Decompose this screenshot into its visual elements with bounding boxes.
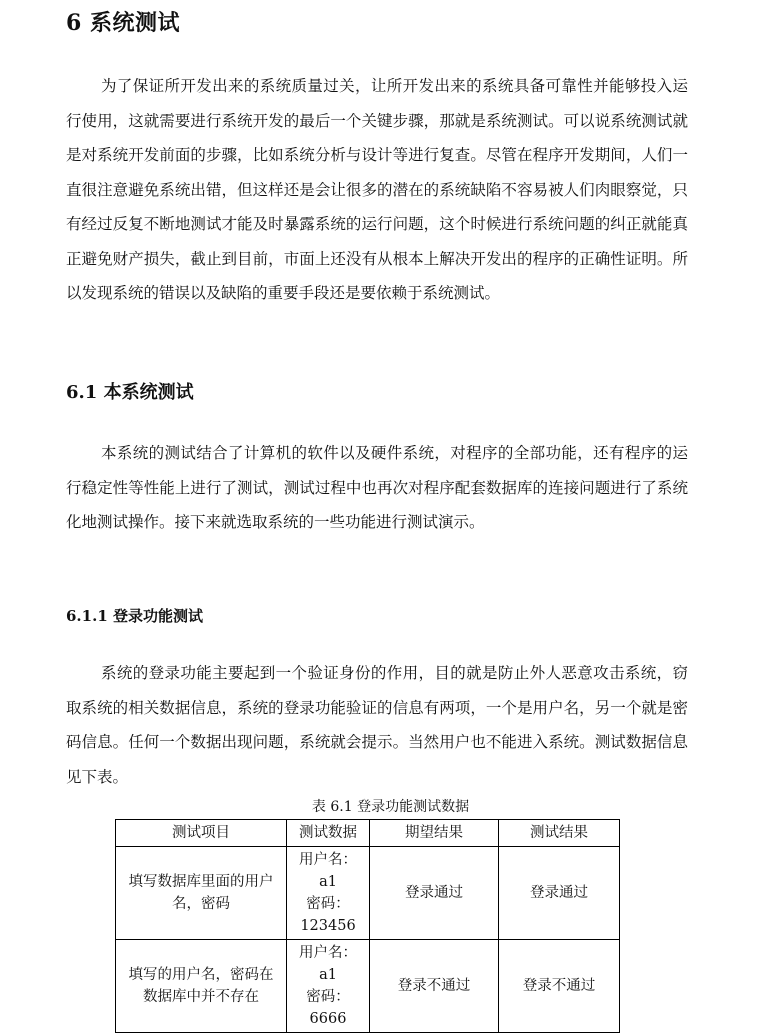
cell-password: 123456 bbox=[300, 918, 356, 934]
section-paragraph: 本系统的测试结合了计算机的软件以及硬件系统，对程序的全部功能，还有程序的运行稳定性等性能上进行了测试，测试过程中也再次对程序配套数据库的连接问题进行了系统化地测试操作。接下来就选取系统的一些功能进行测试演示。 bbox=[66, 444, 688, 531]
cell-test-item: 填写数据库里面的用户名，密码 bbox=[116, 847, 287, 940]
cell-actual-result: 登录通过 bbox=[499, 847, 620, 940]
table-caption: 表 6.1 登录功能测试数据 bbox=[311, 799, 470, 815]
cell-password-label: 密码： bbox=[306, 989, 350, 1005]
table-row bbox=[116, 940, 620, 1033]
chapter-title: 6 系统测试 bbox=[66, 10, 180, 36]
cell-password: 6666 bbox=[309, 1011, 347, 1027]
chapter-paragraph: 为了保证所开发出来的系统质量过关，让所开发出来的系统具备可靠性并能够投入运行使用，这就需要进行系统开发的最后一个关键步骤，那就是系统测试。可以说系统测试就是对系统开发前面的步骤，比如系统分析与设计等进行复查。尽管在程序开发期间，人们一直很注意避免系统出错，但这样还是会让很多的潜在的系统缺陷不容易被人们肉眼察觉，只有经过反复不断地测试才能及时暴露系统的运行问题，这个时候进行系统问题的纠正就能真正避免财产损失，截止到目前，市面上还没有从根本上解决开发出的程序的正确性证明。所以发现系统的错误以及缺陷的重要手段还是要依赖于系统测试。 bbox=[66, 77, 688, 302]
header-test-item: 测试项目 bbox=[116, 820, 287, 847]
section-title: 6.1 本系统测试 bbox=[66, 382, 194, 403]
cell-expected-result: 登录不通过 bbox=[370, 940, 499, 1033]
cell-test-data bbox=[287, 847, 370, 940]
cell-test-data bbox=[287, 940, 370, 1033]
cell-username: 用户名：a1 bbox=[299, 852, 357, 890]
cell-actual-result: 登录不通过 bbox=[499, 940, 620, 1033]
table-row bbox=[116, 847, 620, 940]
cell-test-item: 填写的用户名，密码在数据库中并不存在 bbox=[116, 940, 287, 1033]
subsection-paragraph: 系统的登录功能主要起到一个验证身份的作用，目的就是防止外人恶意攻击系统，窃取系统的相关数据信息，系统的登录功能验证的信息有两项，一个是用户名，另一个就是密码信息。任何一个数据出现问题，系统就会提示。当然用户也不能进入系统。测试数据信息见下表。 bbox=[66, 664, 688, 786]
cell-expected-result: 登录通过 bbox=[370, 847, 499, 940]
header-test-data: 测试数据 bbox=[287, 820, 370, 847]
cell-password-label: 密码： bbox=[306, 896, 350, 912]
cell-username: 用户名：a1 bbox=[299, 945, 357, 983]
header-expected-result: 期望结果 bbox=[370, 820, 499, 847]
login-test-table bbox=[115, 819, 620, 1033]
table-header-row bbox=[116, 820, 620, 847]
header-actual-result: 测试结果 bbox=[499, 820, 620, 847]
subsection-title: 6.1.1 登录功能测试 bbox=[66, 607, 203, 625]
